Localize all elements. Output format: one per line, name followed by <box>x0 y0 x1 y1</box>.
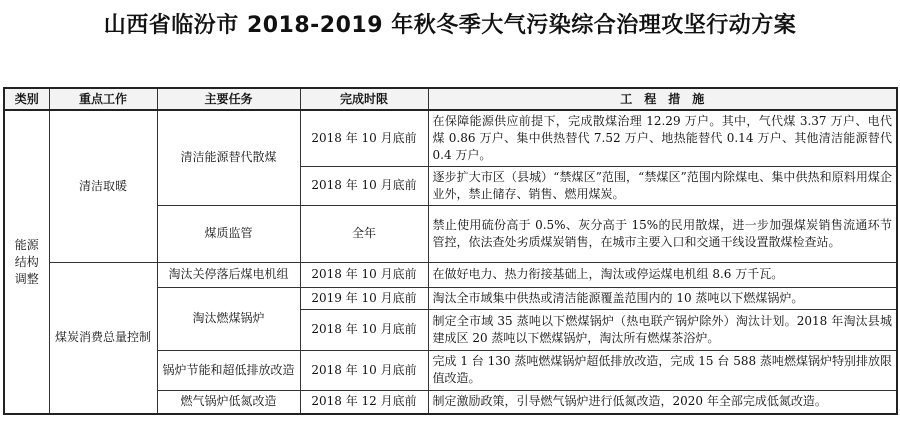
deadline-cell: 2018 年 10 月底前 <box>300 309 428 350</box>
task-cell: 清洁能源替代散煤 <box>157 110 300 205</box>
deadline-cell: 2018 年 12 月底前 <box>300 390 428 414</box>
task-cell: 燃气锅炉低氮改造 <box>157 390 300 414</box>
deadline-cell: 2018 年 10 月底前 <box>300 350 428 390</box>
measure-cell: 制定激励政策，引导燃气锅炉进行低氮改造，2020 年全部完成低氮改造。 <box>428 390 897 414</box>
table-row <box>4 110 897 166</box>
table-row <box>4 262 897 287</box>
measure-cell: 在保障能源供应前提下，完成散煤治理 12.29 万户。其中，气代煤 3.37 万户、电代煤 0.86 万户、集中供热替代 7.52 万户、地热能替代 0.14 万户、其他清洁能源替代 0.4 万户。 <box>428 110 897 166</box>
focus-cell: 清洁取暖 <box>49 110 157 262</box>
deadline-cell: 2018 年 10 月底前 <box>300 110 428 166</box>
category-cell: 能源结构调整 <box>4 110 49 414</box>
table-header-row <box>4 88 897 110</box>
header-task: 主要任务 <box>157 88 300 110</box>
task-cell: 锅炉节能和超低排放改造 <box>157 350 300 390</box>
action-plan-table <box>3 87 898 415</box>
deadline-cell: 2018 年 10 月底前 <box>300 262 428 287</box>
measure-cell: 逐步扩大市区（县城）“禁煤区”范围，“禁煤区”范围内除煤电、集中供热和原料用煤企业外，禁止储存、销售、燃用煤炭。 <box>428 166 897 205</box>
header-focus: 重点工作 <box>49 88 157 110</box>
page-title: 山西省临汾市 2018-2019 年秋冬季大气污染综合治理攻坚行动方案 <box>103 13 797 38</box>
deadline-cell: 2019 年 10 月底前 <box>300 287 428 309</box>
deadline-cell: 全年 <box>300 205 428 262</box>
deadline-cell: 2018 年 10 月底前 <box>300 166 428 205</box>
measure-cell: 在做好电力、热力衔接基础上，淘汰或停运煤电机组 8.6 万千瓦。 <box>428 262 897 287</box>
header-deadline: 完成时限 <box>300 88 428 110</box>
measure-cell: 完成 1 台 130 蒸吨燃煤锅炉超低排放改造，完成 15 台 588 蒸吨燃煤锅炉特别排放限值改造。 <box>428 350 897 390</box>
measure-cell: 淘汰全市域集中供热或清洁能源覆盖范围内的 10 蒸吨以下燃煤锅炉。 <box>428 287 897 309</box>
task-cell: 淘汰关停落后煤电机组 <box>157 262 300 287</box>
header-category: 类别 <box>4 88 49 110</box>
header-measures: 工 程 措 施 <box>428 88 897 110</box>
task-cell: 淘汰燃煤锅炉 <box>157 287 300 350</box>
measure-cell: 禁止使用硫份高于 0.5%、灰分高于 15%的民用散煤，进一步加强煤炭销售流通环节管控，依法查处劣质煤炭销售，在城市主要入口和交通干线设置散煤检查站。 <box>428 205 897 262</box>
focus-cell: 煤炭消费总量控制 <box>49 262 157 414</box>
task-cell: 煤质监管 <box>157 205 300 262</box>
measure-cell: 制定全市域 35 蒸吨以下燃煤锅炉（热电联产锅炉除外）淘汰计划。2018 年淘汰县城建成区 20 蒸吨以下燃煤锅炉，淘汰所有燃煤茶浴炉。 <box>428 309 897 350</box>
